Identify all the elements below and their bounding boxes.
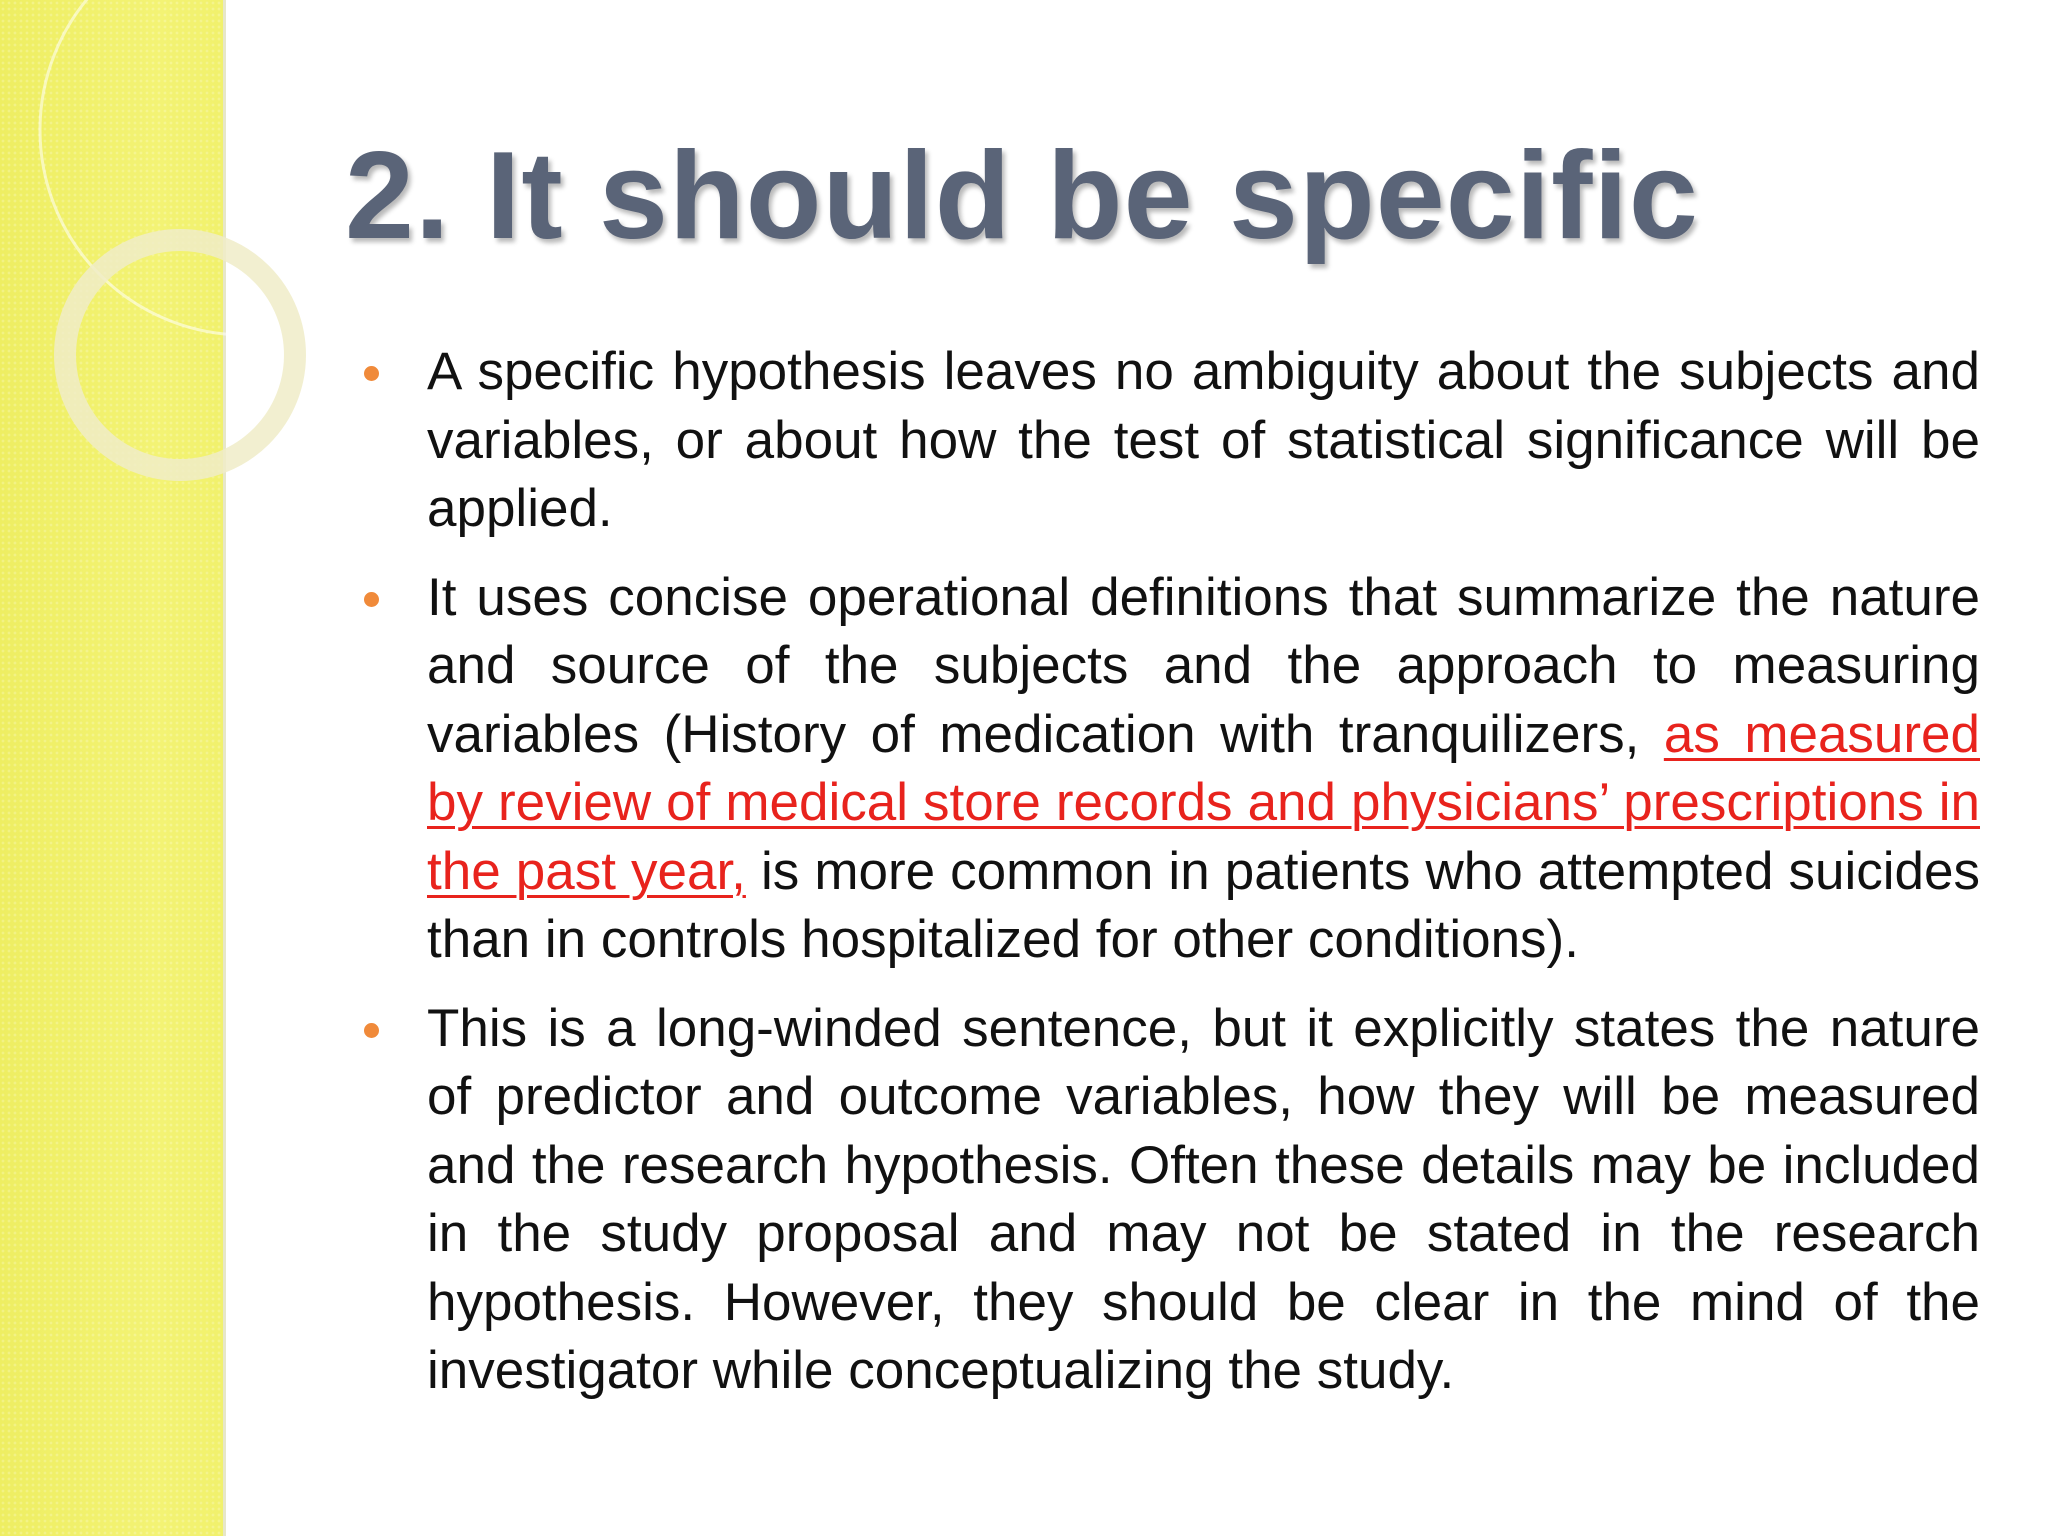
slide-title: 2. It should be specific — [345, 127, 1699, 265]
small-thick-ring — [65, 240, 295, 470]
bullet-dot-icon — [364, 592, 379, 607]
bullet-item — [350, 564, 1980, 975]
bullet-item — [350, 995, 1980, 1406]
bullet-text: This is a long-winded sentence, but it explicitly states the nature of predictor and outcome variables, how they will be measured and the research hypothesis. Often these details may be included in the study proposal and may not be stated in the research hypothesis. However, they should be clear in the mind of the investigator while conceptualizing the study. — [427, 998, 1980, 1400]
bullet-text-continued: is more common in patients who attempted suicides than in controls hospitalized for other conditions). — [427, 841, 1980, 969]
bullet-dot-icon — [364, 366, 379, 381]
bullet-text: It uses concise operational definitions that summarize the nature and source of the subjects and the approach to measuring variables (History of medication with tranquilizers, — [427, 567, 1980, 764]
bullet-text: A specific hypothesis leaves no ambiguity about the subjects and variables, or about how the test of statistical significance will be applied. — [427, 342, 1980, 538]
bullet-list — [350, 338, 1980, 1426]
bullet-item — [350, 338, 1980, 544]
bullet-dot-icon — [364, 1023, 379, 1038]
emphasized-phrase: as measured by review of medical store records and physicians’ prescriptions in the past year, — [427, 704, 1980, 901]
